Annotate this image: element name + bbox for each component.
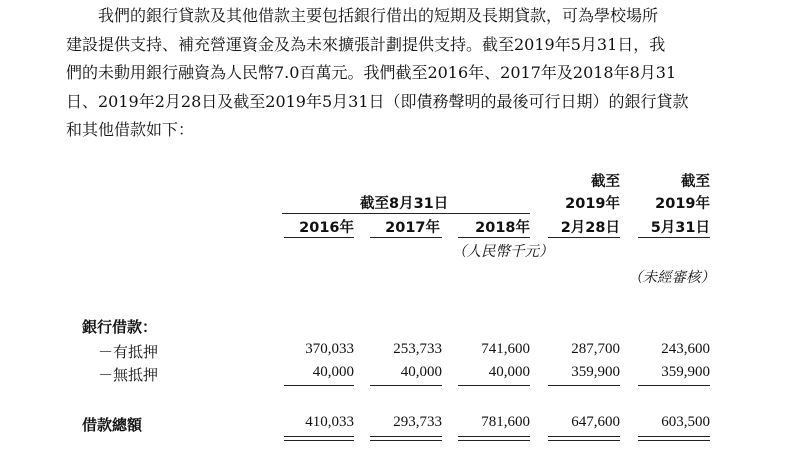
subtotal-rule-col1: [284, 385, 354, 386]
row-secured-may2019: 243,600: [661, 341, 710, 357]
row-label-unsecured: －無抵押: [98, 366, 159, 384]
col4-header-underline: [548, 237, 620, 238]
row-secured-2017: 253,733: [393, 341, 442, 357]
unaudited-note: （未經審核）: [628, 270, 715, 286]
total-double-rule-col5-b: [638, 440, 710, 441]
col4-header: 2月28日: [560, 220, 620, 236]
paragraph-line-4: 日、2019年2月28日及截至2019年5月31日（即債務聲明的最後可行日期）的銀行貸款: [66, 91, 689, 111]
unit-note: （人民幣千元）: [452, 244, 554, 260]
col5-header-underline: [638, 237, 710, 238]
subtotal-rule-col2: [370, 385, 442, 386]
total-double-rule-col2-b: [370, 440, 442, 441]
group-header-aug31: 截至8月31日: [360, 196, 449, 212]
paragraph-line-1: 我們的銀行貸款及其他借款主要包括銀行借出的短期及長期貸款，可為學校場所: [98, 6, 659, 25]
total-2016: 410,033: [305, 414, 354, 430]
total-double-rule-col1-b: [284, 440, 354, 441]
row-label-total: 借款總額: [82, 416, 143, 434]
row-label-secured: －有抵押: [98, 343, 159, 361]
col4-header-line2: 2019年: [565, 196, 620, 212]
row-secured-2016: 370,033: [305, 341, 354, 357]
subtotal-rule-col3: [458, 385, 530, 386]
paragraph-line-5: 和其他借款如下：: [66, 120, 195, 139]
paragraph-line-3: 們的未動用銀行融資為人民幣7.0百萬元。我們截至2016年、2017年及2018年8月31: [66, 63, 677, 82]
col2-header-underline: [370, 237, 442, 238]
col5-header-line1: 截至: [681, 174, 710, 190]
total-double-rule-col3-b: [458, 440, 530, 441]
subtotal-rule-col5: [638, 385, 710, 386]
total-may2019: 603,500: [661, 414, 710, 430]
col5-header-line2: 2019年: [655, 196, 710, 212]
row-unsecured-2018: 40,000: [488, 364, 530, 380]
row-secured-2018: 741,600: [481, 341, 530, 357]
row-unsecured-may2019: 359,900: [661, 364, 710, 380]
row-unsecured-feb2019: 359,900: [571, 364, 620, 380]
total-double-rule-col4-a: [548, 436, 620, 437]
row-secured-feb2019: 287,700: [571, 341, 620, 357]
row-unsecured-2016: 40,000: [312, 364, 354, 380]
col5-header: 5月31日: [650, 220, 710, 236]
col1-header: 2016年: [299, 220, 354, 236]
col3-header: 2018年: [475, 220, 530, 236]
total-feb2019: 647,600: [571, 414, 620, 430]
total-double-rule-col4-b: [548, 440, 620, 441]
col1-header-underline: [284, 237, 354, 238]
total-2017: 293,733: [393, 414, 442, 430]
total-double-rule-col1-a: [284, 436, 354, 437]
col3-header-underline: [458, 237, 530, 238]
total-double-rule-col3-a: [458, 436, 530, 437]
group-header-underline: [282, 213, 530, 214]
col2-header: 2017年: [385, 220, 440, 236]
intro-paragraph: [66, 2, 726, 145]
col4-header-line1: 截至: [591, 174, 620, 190]
subtotal-rule-col4: [548, 385, 620, 386]
total-2018: 781,600: [481, 414, 530, 430]
total-double-rule-col2-a: [370, 436, 442, 437]
row-unsecured-2017: 40,000: [400, 364, 442, 380]
section-label-bank-borrowings: 銀行借款：: [82, 318, 158, 336]
total-double-rule-col5-a: [638, 436, 710, 437]
paragraph-line-2: 建設提供支持、補充營運資金及為未來擴張計劃提供支持。截至2019年5月31日，我: [66, 34, 666, 54]
